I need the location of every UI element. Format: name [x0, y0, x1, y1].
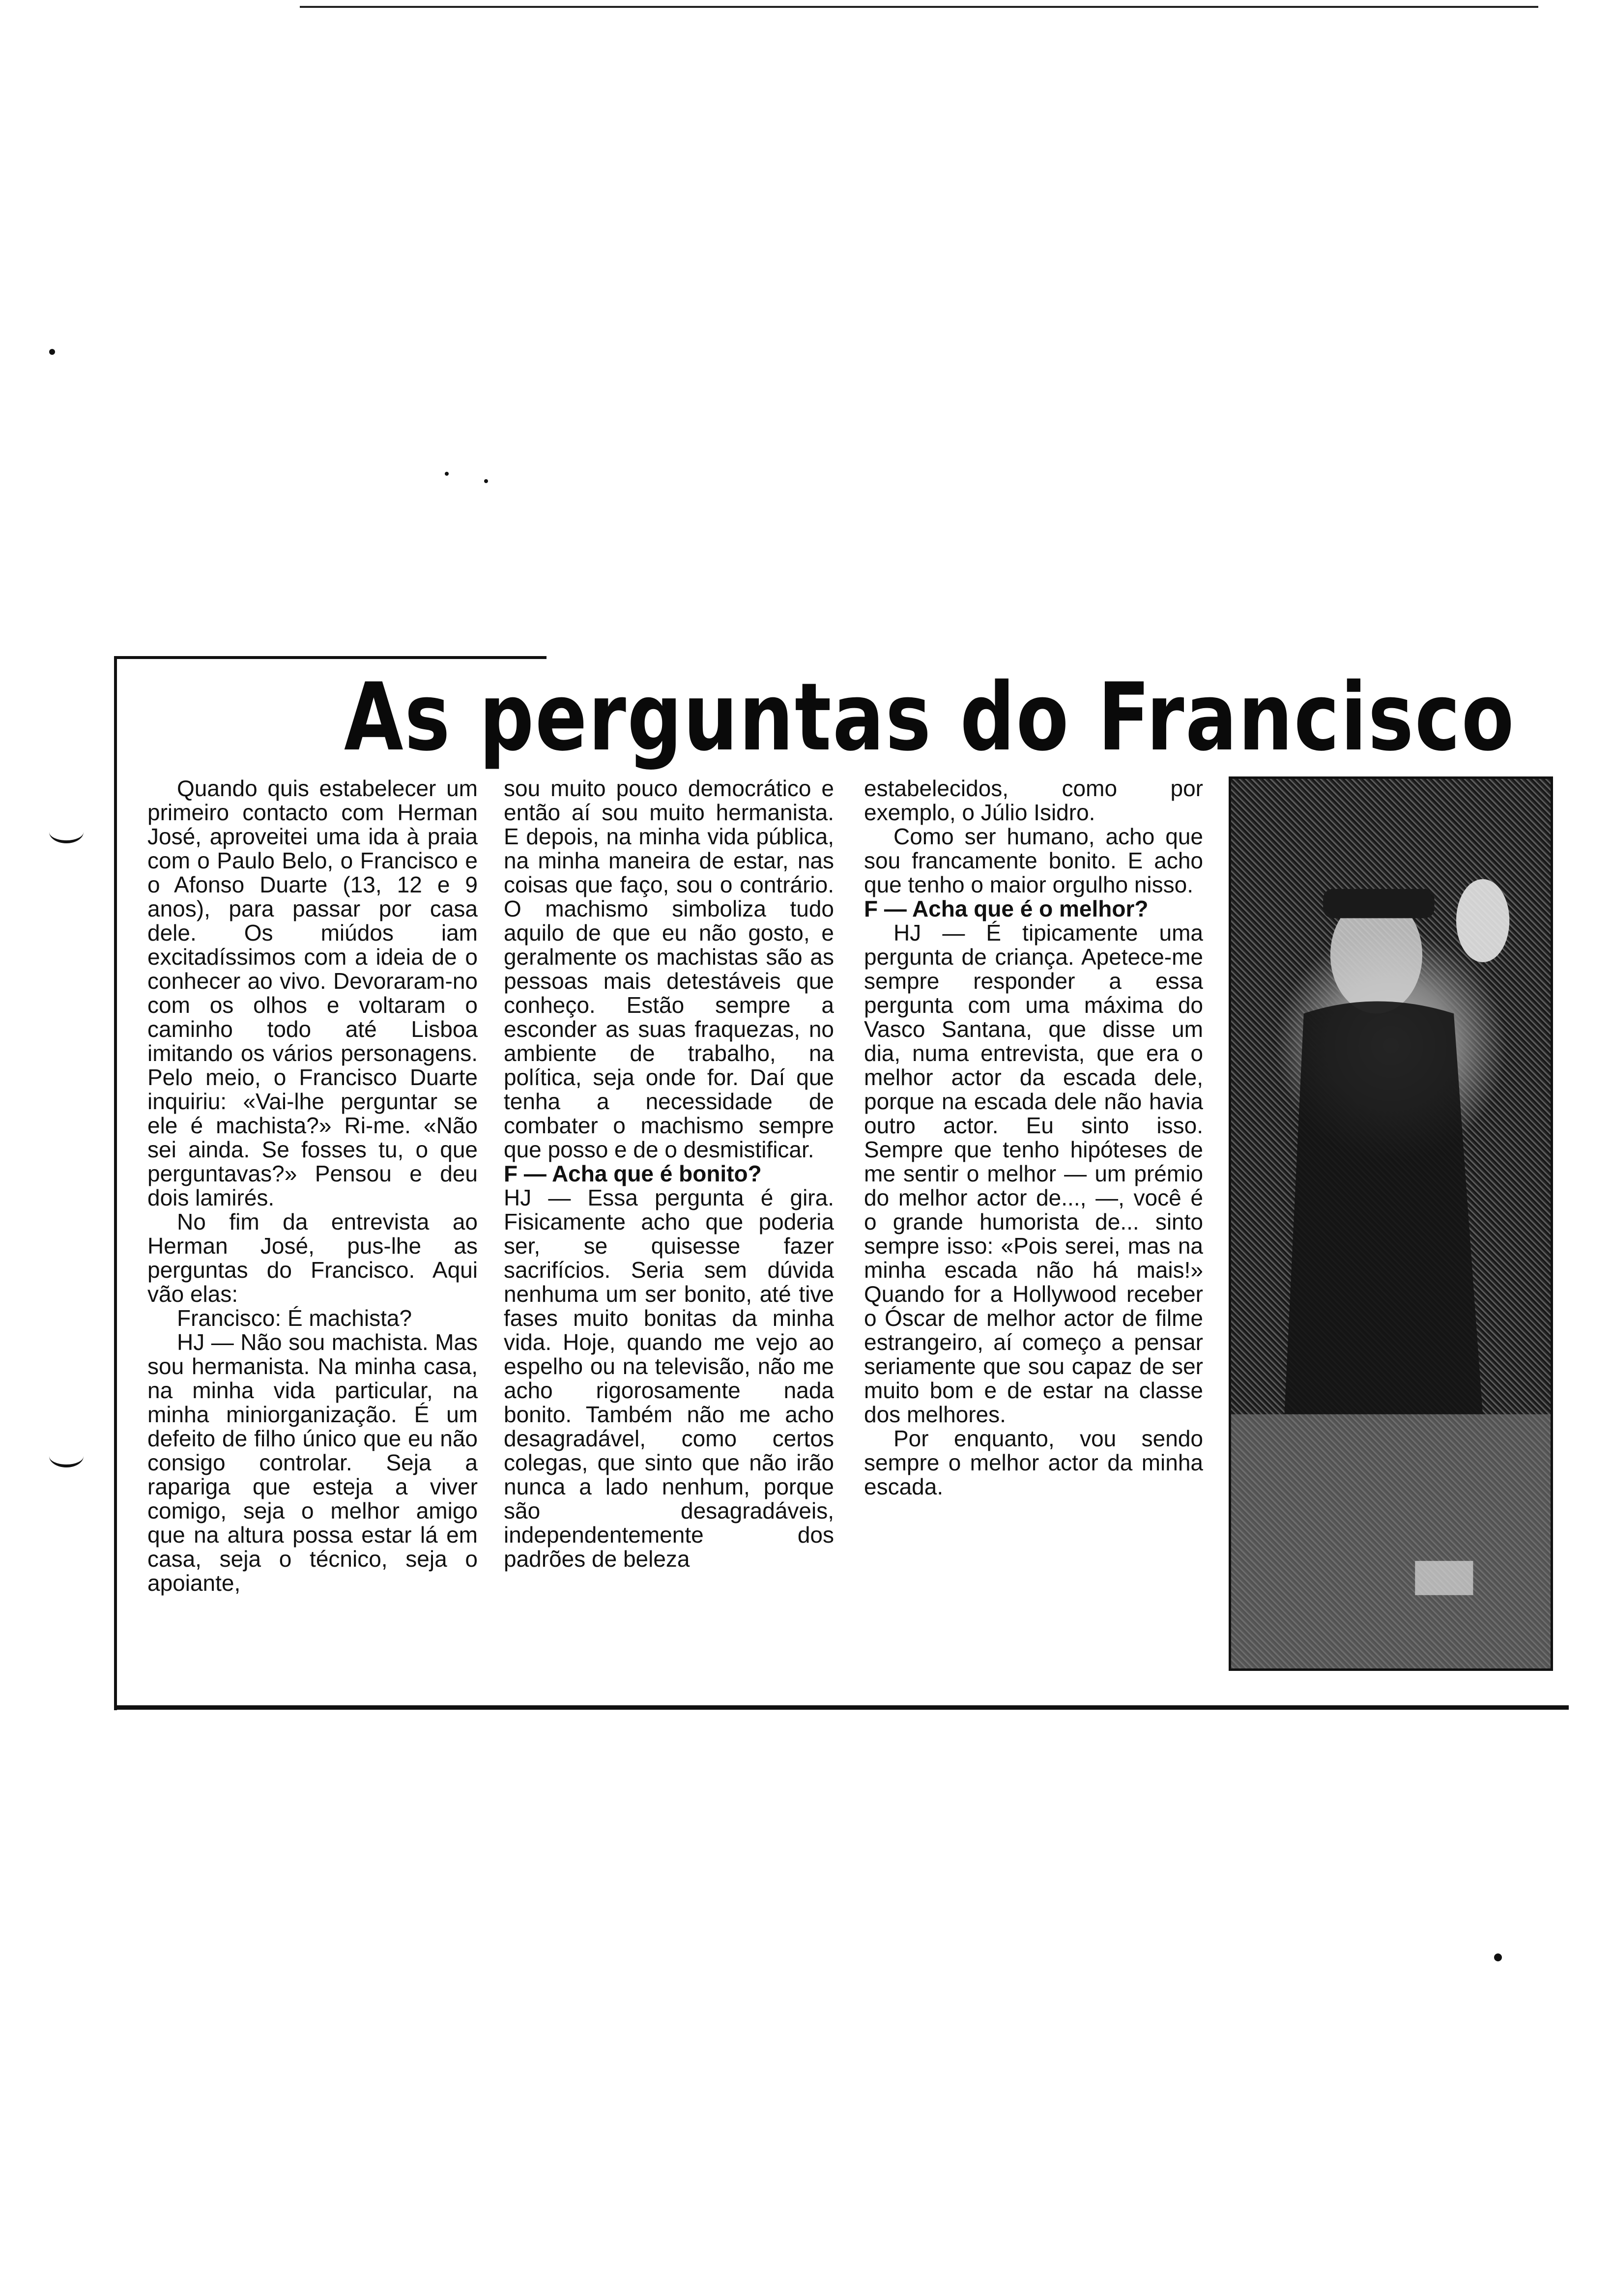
paragraph: Francisco: É machista? [177, 1305, 412, 1331]
question: F — Acha que é o melhor? [864, 896, 1149, 921]
speck [484, 479, 488, 483]
article-column-3 [864, 776, 1203, 1700]
frame-top-rule [114, 656, 547, 659]
binder-mark [49, 821, 84, 843]
paragraph: HJ — Não sou machista. Mas sou hermanista. Na minha casa, na minha vida particular, na minha miniorganização. É um defeito de filho único que eu não consigo controlar. Seja a rapariga que esteja a viver comigo, seja o melhor amigo que na altura possa estar lá em casa, seja o técnico, seja o apoiante, [147, 1329, 478, 1596]
frame-bottom-rule [114, 1705, 1569, 1710]
question: F — Acha que é bonito? [504, 1161, 762, 1186]
frame-left-rule [114, 656, 117, 1710]
paragraph: HJ — É tipicamente uma pergunta de criança. Apetece-me sempre responder a essa pergunta com uma máxima do Vasco Santana, que disse um dia, numa entrevista, que era o melhor actor da escada dele, porque na escada dele não havia outro actor. Eu sinto isso. Sempre que tenho hipóteses de me sentir o melhor — um prémio do melhor actor de..., —, você é o grande humorista de... sinto sempre isso: «Pois serei, mas na minha escada não há mais!» Quando for a Hollywood receber o Óscar de melhor actor de filme estrangeiro, aí começo a pensar seriamente que sou capaz de ser muito bom e de estar na classe dos melhores. [864, 920, 1203, 1427]
paragraph: sou muito pouco democrático e então aí sou muito hermanista. E depois, na minha vida pública, na minha maneira de estar, nas coisas que faço, sou o contrário. O machismo simboliza tudo aquilo de que eu não gosto, e geralmente os machistas são as pessoas mais detestáveis que conheço. Estão sempre a esconder as suas fraquezas, no ambiente de trabalho, na política, seja onde for. Daí que tenha a necessidade de combater o machismo sempre que posso e de o desmistificar. [504, 776, 834, 1162]
paragraph: Como ser humano, acho que sou francamente bonito. E acho que tenho o maior orgulho nisso. [864, 824, 1203, 897]
top-rule [300, 6, 1538, 8]
paragraph: Por enquanto, vou sendo sempre o melhor actor da minha escada. [864, 1426, 1203, 1499]
photo-figure [1231, 779, 1551, 1668]
speck [1494, 1953, 1502, 1961]
speck [445, 472, 449, 476]
paragraph: HJ — Essa pergunta é gira. Fisicamente acho que poderia ser, se quisesse fazer sacrifícios. Seria sem dúvida nenhuma um ser bonito, até tive fases muito bonitas da minha vida. Hoje, quando me vejo ao espelho ou na televisão, não me acho rigorosamente nada bonito. Também não me acho desagradável, como certos colegas, que sinto que não irão nunca a lado nenhum, porque são desagradáveis, independentemente dos padrões de beleza [504, 1185, 834, 1572]
article-column-2 [504, 776, 834, 1700]
photo-herman-jose [1229, 776, 1553, 1671]
headline: As perguntas do Francisco [344, 663, 1516, 772]
speck [49, 349, 55, 355]
article-column-1 [147, 776, 478, 1700]
binder-mark [49, 1445, 84, 1467]
paragraph: Quando quis estabelecer um primeiro contacto com Herman José, aproveitei uma ida à praia com o Paulo Belo, o Francisco e o Afonso Duarte (13, 12 e 9 anos), para passar por casa dele. Os miúdos iam excitadíssimos com a ideia de o conhecer ao vivo. Devoraram-no com os olhos e voltaram o caminho todo até Lisboa imitando os vários personagens. Pelo meio, o Francisco Duarte inquiriu: «Vai-lhe perguntar se ele é machista?» Ri-me. «Não sei ainda. Se fosses tu, o que perguntavas?» Pensou e deu dois lamirés. [147, 776, 478, 1210]
paragraph: estabelecidos, como por exemplo, o Júlio Isidro. [864, 776, 1203, 825]
paragraph: No fim da entrevista ao Herman José, pus-lhe as perguntas do Francisco. Aqui vão elas: [147, 1209, 478, 1307]
